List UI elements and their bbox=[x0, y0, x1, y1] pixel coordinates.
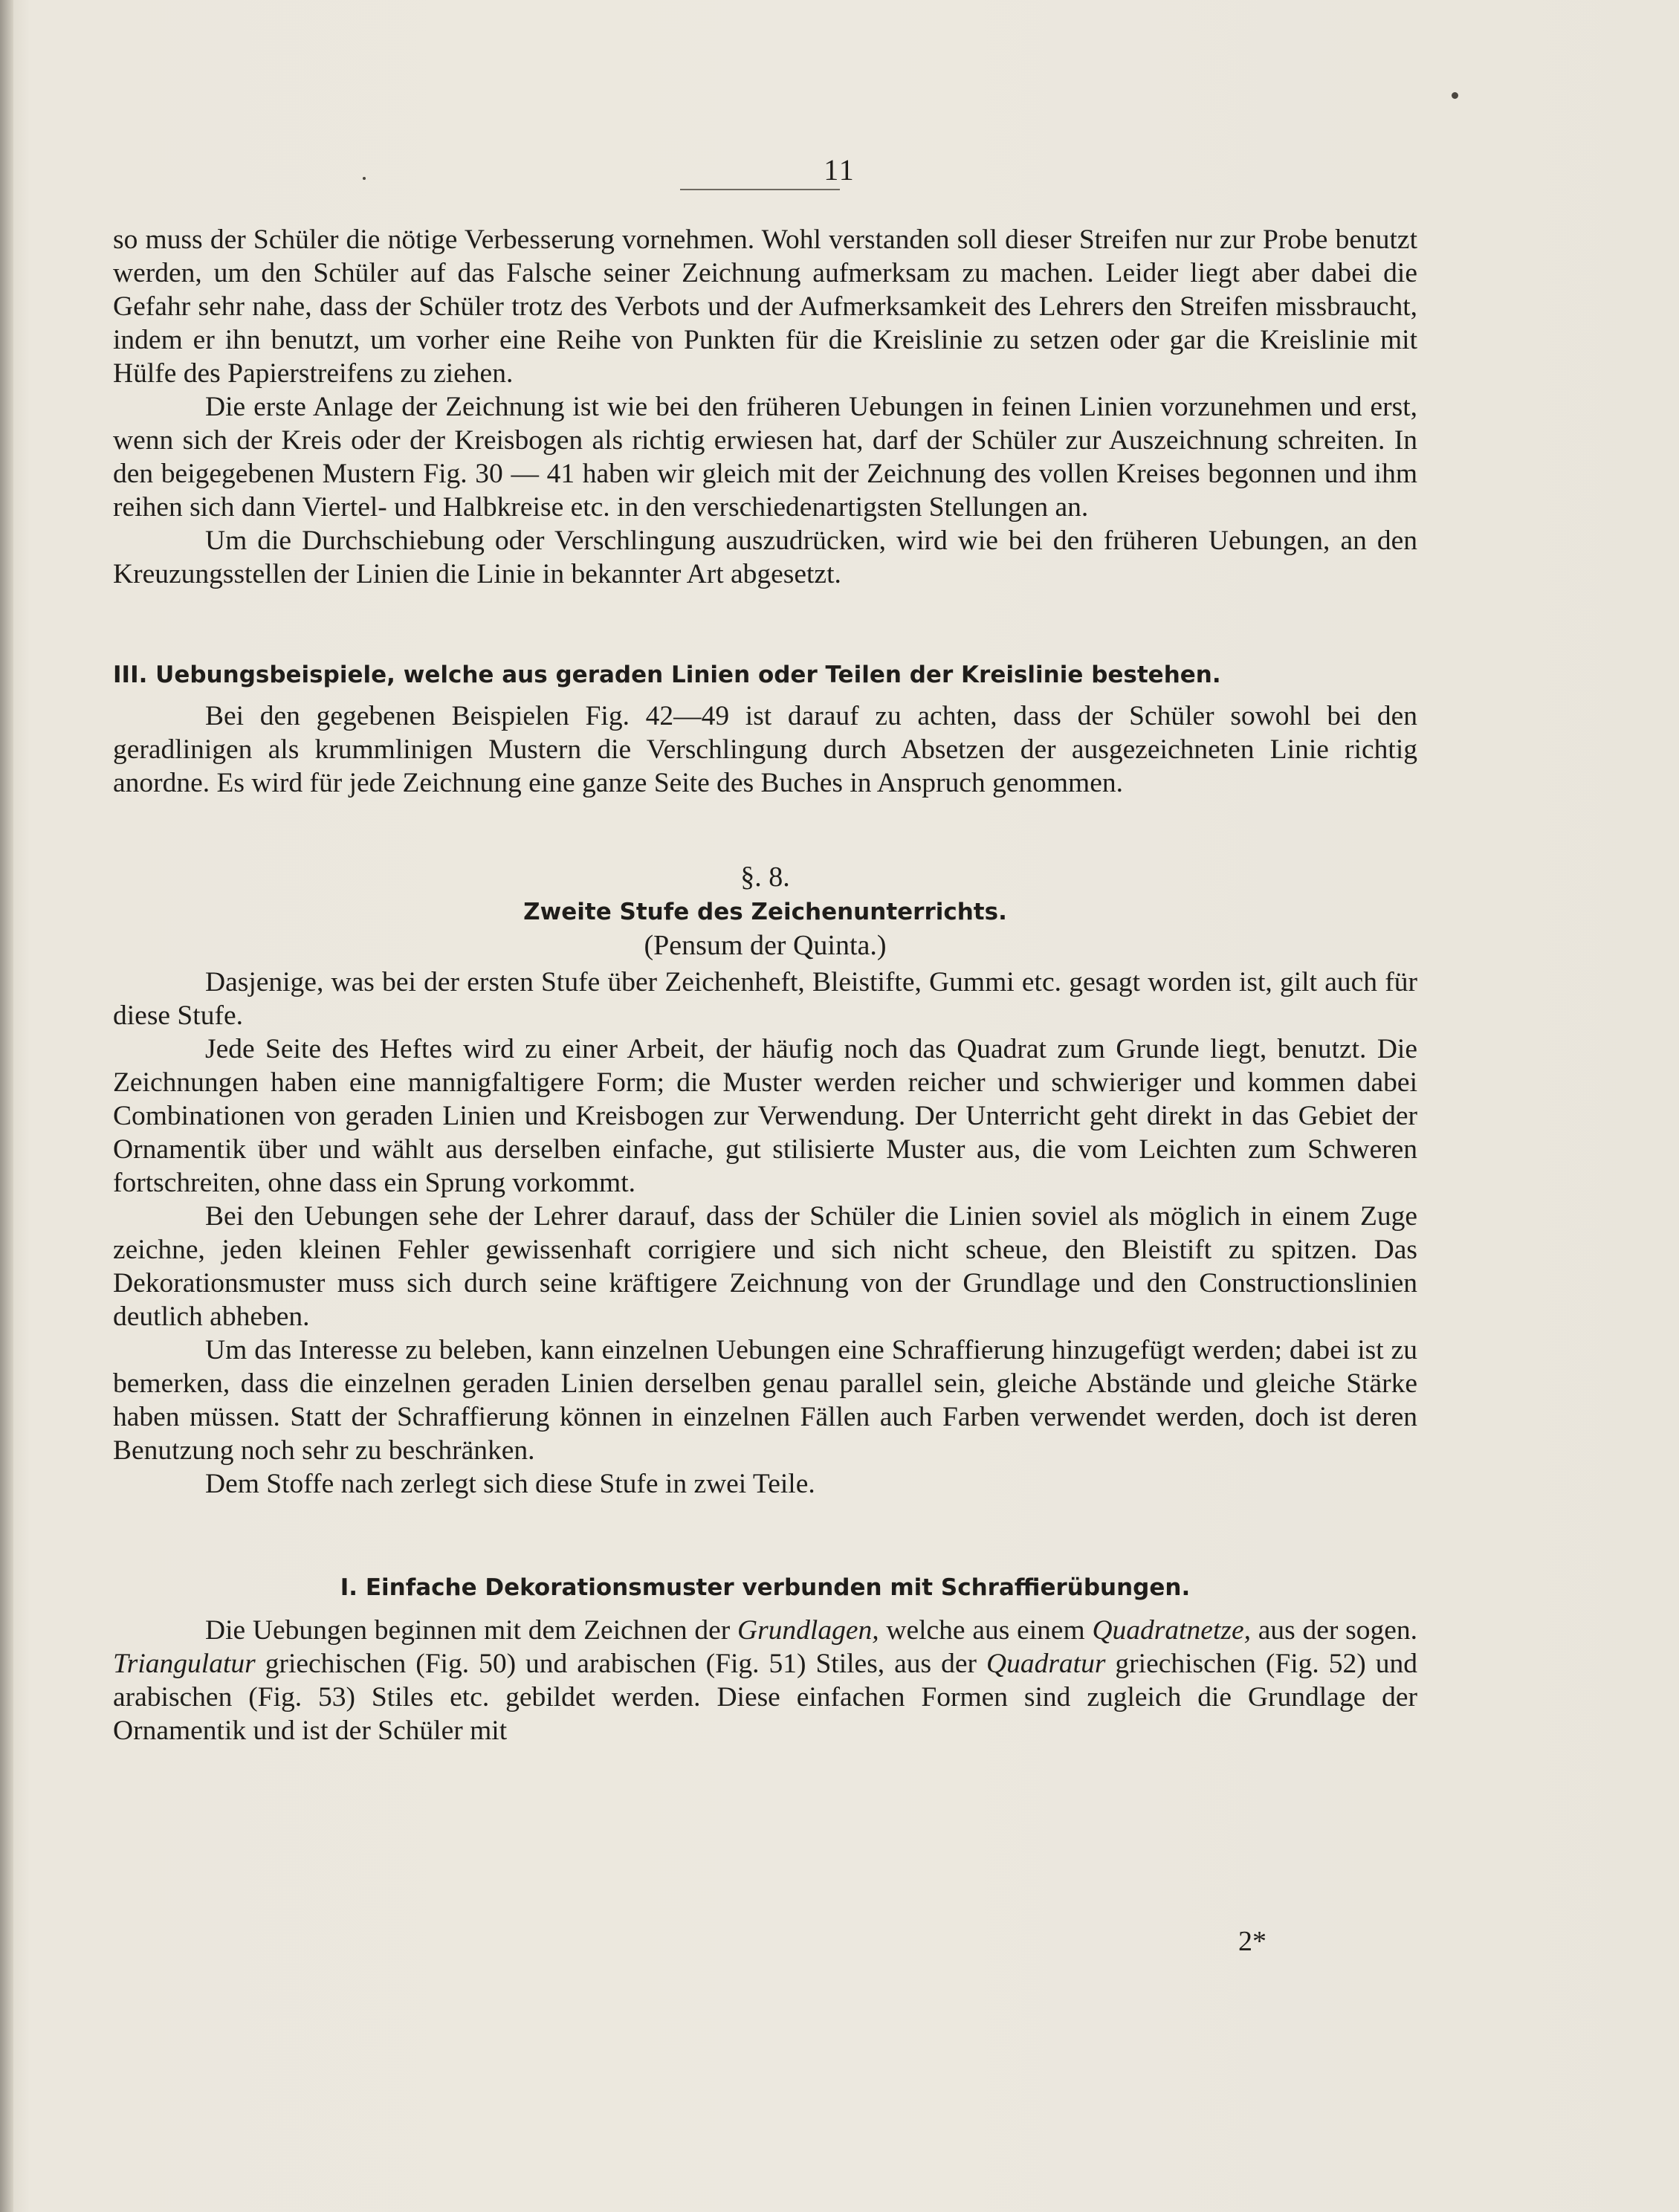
text-run: welche aus einem bbox=[879, 1615, 1093, 1646]
section-heading-iii: III. Uebungsbeispiele, welche aus geraden Linien oder Teilen der Kreislinie bestehen. bbox=[113, 662, 1221, 688]
sheet-signature: 2* bbox=[1238, 1926, 1266, 1957]
paragraph: Die erste Anlage der Zeichnung ist wie bei den früheren Uebungen in feinen Linien vorzunehmen und erst, wenn sich der Kreis oder der Kreisbogen als richtig erwiesen hat, darf der Schüler zur Auszeichnung schreiten. In den beigegebenen Mustern Fig. 30 — 41 haben wir gleich mit der Zeichnung des vollen Kreises begonnen und ihm reihen sich dann Viertel- und Halbkreise etc. in den verschiedenartigsten Stellungen an. bbox=[113, 392, 1417, 523]
paragraph: Bei den Uebungen sehe der Lehrer darauf, dass der Schüler die Linien soviel als möglich in einem Zuge zeichne, jeden kleinen Fehler gewissenhaft corrigiere und sich nicht scheue, den Bleistift zu spitzen. Das Dekorationsmuster muss sich durch seine kräftigere Zeichnung von der Grundlage und den Constructionslinien deutlich abheben. bbox=[113, 1201, 1417, 1332]
paragraph: so muss der Schüler die nötige Verbesserung vornehmen. Wohl verstanden soll dieser Streifen nur zur Probe benutzt werden, um den Schüler auf das Falsche seiner Zeichnung aufmerksam zu machen. Leider liegt aber dabei die Gefahr sehr nahe, dass der Schüler trotz des Verbots und der Aufmerksamkeit des Lehrers den Streifen missbraucht, indem er ihn benutzt, um vorher eine Reihe von Punkten für die Kreislinie zu setzen oder gar die Kreislinie mit Hülfe des Papierstreifens zu ziehen. bbox=[113, 224, 1417, 389]
section-subtitle: (Pensum der Quinta.) bbox=[644, 930, 887, 961]
section-heading-i: I. Einfache Dekorationsmuster verbunden mit Schraffierübungen. bbox=[340, 1574, 1191, 1601]
paragraph: Um die Durchschiebung oder Verschlingung auszudrücken, wird wie bei den früheren Uebungen, an den Kreuzungsstellen der Linien die Linie in bekannter Art abgesetzt. bbox=[113, 525, 1417, 589]
emphasis-grundlagen: Grundlagen, bbox=[737, 1615, 879, 1646]
emphasis-quadratnetze: Quadratnetze, bbox=[1092, 1615, 1251, 1646]
text-run: griechischen (Fig. 50) und arabischen (Fig. 51) Stiles, aus der bbox=[255, 1649, 986, 1679]
body-text bbox=[113, 223, 1417, 1747]
ink-speck bbox=[1452, 92, 1458, 99]
paragraph: Dasjenige, was bei der ersten Stufe über Zeichenheft, Bleistifte, Gummi etc. gesagt worden ist, gilt auch für diese Stufe. bbox=[113, 967, 1417, 1031]
emphasis-triangulatur: Triangulatur bbox=[113, 1649, 256, 1679]
text-run: aus der sogen. bbox=[1251, 1615, 1418, 1646]
paragraph: Um das Interesse zu beleben, kann einzelnen Uebungen eine Schraffierung hinzugefügt werden; dabei ist zu bemerken, dass die einzelnen geraden Linien derselben genau parallel sein, gleiche Abstände und gleiche Stärke haben müssen. Statt der Schraffierung können in einzelnen Fällen auch Farben verwendet werden, doch ist deren Benutzung noch sehr zu beschränken. bbox=[113, 1335, 1417, 1466]
page-edge-shadow bbox=[0, 0, 13, 2212]
paragraph bbox=[113, 1614, 1417, 1747]
header-rule bbox=[680, 189, 840, 190]
text-run: griechischen (Fig. 52) und arabischen (Fig. 53) Stiles etc. gebildet werden. Diese einfachen Formen sind zugleich die Grundlage der Ornamentik und ist der Schüler mit bbox=[113, 1649, 1418, 1746]
page-number: 11 bbox=[824, 153, 855, 187]
text-run: Die Uebungen beginnen mit dem Zeichnen der bbox=[205, 1615, 737, 1646]
paragraph: Dem Stoffe nach zerlegt sich diese Stufe in zwei Teile. bbox=[205, 1469, 815, 1499]
section-mark: §. 8. bbox=[740, 861, 790, 893]
paragraph: Jede Seite des Heftes wird zu einer Arbeit, der häufig noch das Quadrat zum Grunde liegt, benutzt. Die Zeichnungen haben eine mannigfaltigere Form; die Muster werden reicher und schwieriger und kommen dabei Combinationen von geraden Linien und Kreisbogen zur Verwendung. Der Unterricht geht direkt in das Gebiet der Ornamentik über und wählt aus derselben einfache, gut stilisierte Muster aus, die vom Leichten zum Schweren fortschreiten, ohne dass ein Sprung vorkommt. bbox=[113, 1034, 1417, 1198]
paragraph: Bei den gegebenen Beispielen Fig. 42—49 ist darauf zu achten, dass der Schüler sowohl bei den geradlinigen als krummlinigen Mustern die Verschlingung durch Absetzen der ausgezeichneten Linie richtig anordne. Es wird für jede Zeichnung eine ganze Seite des Buches in Anspruch genommen. bbox=[113, 701, 1417, 798]
emphasis-quadratur: Quadratur bbox=[986, 1649, 1106, 1679]
section-title: Zweite Stufe des Zeichenunterrichts. bbox=[523, 899, 1007, 925]
